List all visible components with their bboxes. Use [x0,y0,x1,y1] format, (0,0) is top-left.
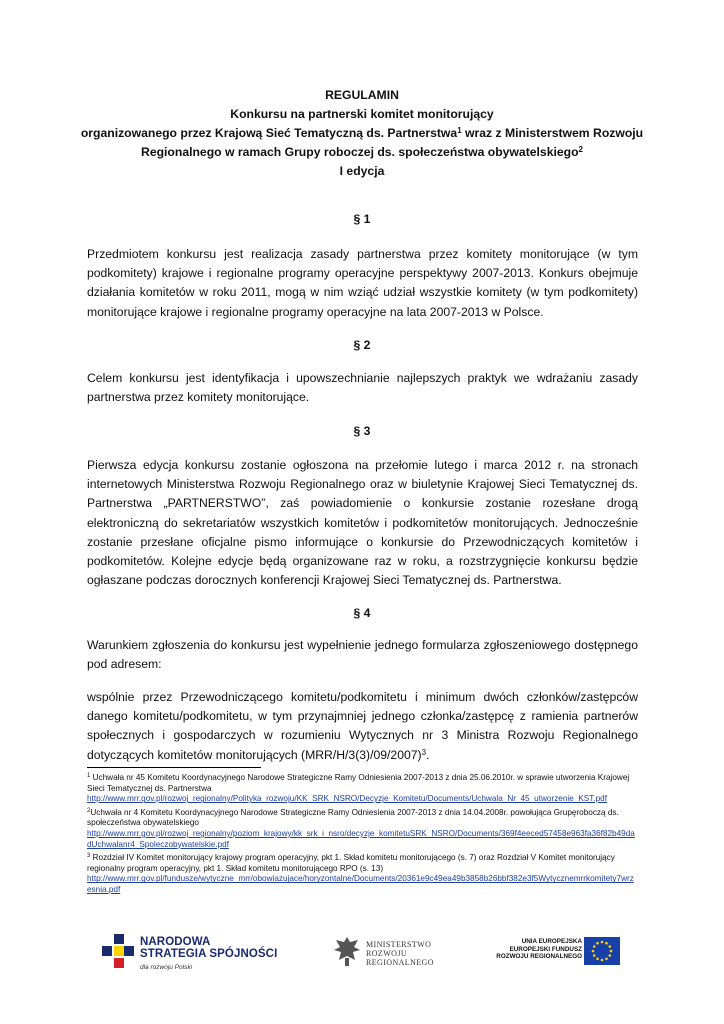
footnote-ref-1: 1 [457,126,462,135]
section-3-title: § 3 [353,424,371,438]
mrr-logo-text: MINISTERSTWO ROZWOJU REGIONALNEGO [366,940,434,967]
footnote-1: $^1$ Uchwała nr 45 Komitetu Koordynacyjnego Narodowe Strategiczne Ramy Odniesienia 2007-2013 z dnia 25.06.2010r. w sprawie utworzenia Krajowej Sieci Tematycznej ds. Partnerstwa http://www.mrr.gov.pl/rozwoj_regionalny/Polityka_rozwoju/KK_SRK_NSRO/Decyzje_Komitetu/Documents/Uchwala_Nr_45_utworzenie_KST.pdf [87,773,638,805]
logo-bar [0,920,724,980]
eagle-emblem-icon [332,934,362,968]
section-1-text: Przedmiotem konkursu jest realizacja zasady partnerstwa przez komitety monitorujące (w tym podkomitety) krajowe i regionalne programy operacyjne perspektywy 2007-2013. Konkurs obejmuje działania komitetów w roku 2011, mogą w nim wziąć udział wszystkie komitety (w tym podkomitety) monitorujące krajowe i regionalne programy operacyjne na lata 2007-2013 w Polsce. [87,247,638,319]
mrr-logo [332,934,452,974]
section-3-text: Pierwsza edycja konkursu zostanie ogłoszona na przełomie lutego i marca 2012 r. na stronach internetowych Ministerstwa Rozwoju Regionalnego oraz w biuletynie Krajowej Sieci Tematycznej ds. Partnerstwa „PARTNERSTWO”, zaś powiadomienie o konkursie zostanie rozesłane drogą elektroniczną do sekretariatów wszystkich komitetów i podkomitetów monitorujących. Jednocześnie zostanie przesłane oficjalne pismo informujące o konkursie do Przewodniczących komitetów i podkomitetów. Kolejne edycje będą organizowane raz w roku, a rozstrzygnięcie konkursu będzie ogłaszane podczas dorocznych konferencji Krajowej Sieci Tematycznej ds. Partnerstwa. [87,458,638,588]
heading-title: REGULAMIN [325,88,399,102]
heading-line-3: organizowanego przez Krajową Sieć Tematyczną ds. Partnerstwa$^1$ wraz z Ministerstwem Rozwoju [80,126,644,140]
section-2-text: Celem konkursu jest identyfikacja i upowszechnianie najlepszych praktyk we wdrażaniu zasady partnerstwa przez komitety monitorujące. [87,371,638,405]
footnotes [87,773,638,899]
footnote-2: $^2$Uchwała nr 4 Komitetu Koordynacyjnego Narodowe Strategiczne Ramy Odniesienia 2007-2013 z dnia 14.04.2008r. powołująca Grupęroboczą ds. społeczeństwa obywatelskiego http://www.mrr.gov.pl/rozwoj_regionalny/poziom_krajowy/kk_srk_i_nsro/decyzje_komitetuSRK_NSRO/Documents/369f4eeced57458e963fa36f82b49dadUchwalanr4_Spoleczobywatelskie.pdf [87,808,638,850]
nss-logo [100,928,280,976]
footnote-1-link[interactable]: http://www.mrr.gov.pl/rozwoj_regionalny/Polityka_rozwoju/KK_SRK_NSRO/Decyzje_Komitetu/Documents/Uchwala_Nr_45_utworzenie_KST.pdf [87,794,607,804]
nss-emblem-icon [100,928,136,976]
footnote-3: $^3$ Rozdział IV Komitet monitorujący krajowy program operacyjny, pkt 1. Skład komitetu monitorującego (s. 7) oraz Rozdział V Komitet monitorujący regionalny program operacyjny, pkt 1. Skład komitetu monitorującego RPO (s. 13) http://www.mrr.gov.pl/fundusze/wytyczne_mrr/obowiazujace/horyzontalne/Documents/20361e9c49ea49b3858b26bbf382e3f5Wytycznemrrkomitety7wrzesnia.pdf [87,853,638,895]
section-4-title: § 4 [353,606,371,620]
footnote-ref-2: 2 [578,145,583,154]
section-4-text-1: Warunkiem zgłoszenia do konkursu jest wypełnienie jednego formularza zgłoszeniowego dostępnego pod adresem: [87,638,638,672]
footnote-3-link[interactable]: http://www.mrr.gov.pl/fundusze/wytyczne_mrr/obowiazujace/horyzontalne/Documents/20361e9c49ea49b3858b26bbf382e3f5Wytycznemrrkomitety7wrzesnia.pdf [87,874,634,894]
eu-logo [494,932,624,972]
heading-edition: I edycja [339,164,385,178]
section-4-text-2: wspólnie przez Przewodniczącego komitetu/podkomitetu i minimum dwóch członków/zastępców danego komitetu/podkomitetu, w tym przynajmniej jednego członka/zastępcę z ramienia partnerów społecznych i gospodarczych w rozumieniu Wytycznych nr 3 Ministra Rozwoju Regionalnego dotyczących komitetów monitorujących $(MRR/H/3(3)/09/2007)^3$. [87,690,638,762]
section-2-title: § 2 [353,338,371,352]
document-heading [60,86,664,181]
heading-line-2: Konkursu na partnerski komitet monitorujący [230,107,494,121]
eu-flag-icon [584,937,620,965]
heading-line-4: Regionalnego w ramach Grupy roboczej ds. społeczeństwa obywatelskiego$^2$ [141,145,583,159]
footnote-ref-3: 3 [421,747,427,757]
nss-logo-text: NARODOWA STRATEGIA SPÓJNOŚCI [140,936,278,960]
footnote-2-link[interactable]: http://www.mrr.gov.pl/rozwoj_regionalny/poziom_krajowy/kk_srk_i_nsro/decyzje_komitetuSRK_NSRO/Documents/369f4eeced57458e963fa36f82b49dadUchwalanr4_Spoleczobywatelskie.pdf [87,828,635,849]
footnote-separator [87,767,261,768]
section-1-title: § 1 [353,212,371,226]
nss-logo-subtitle: dla rozwoju Polski [140,964,193,971]
eu-logo-text: UNIA EUROPEJSKA EUROPEJSKI FUNDUSZ ROZWOJU REGIONALNEGO [496,938,582,961]
